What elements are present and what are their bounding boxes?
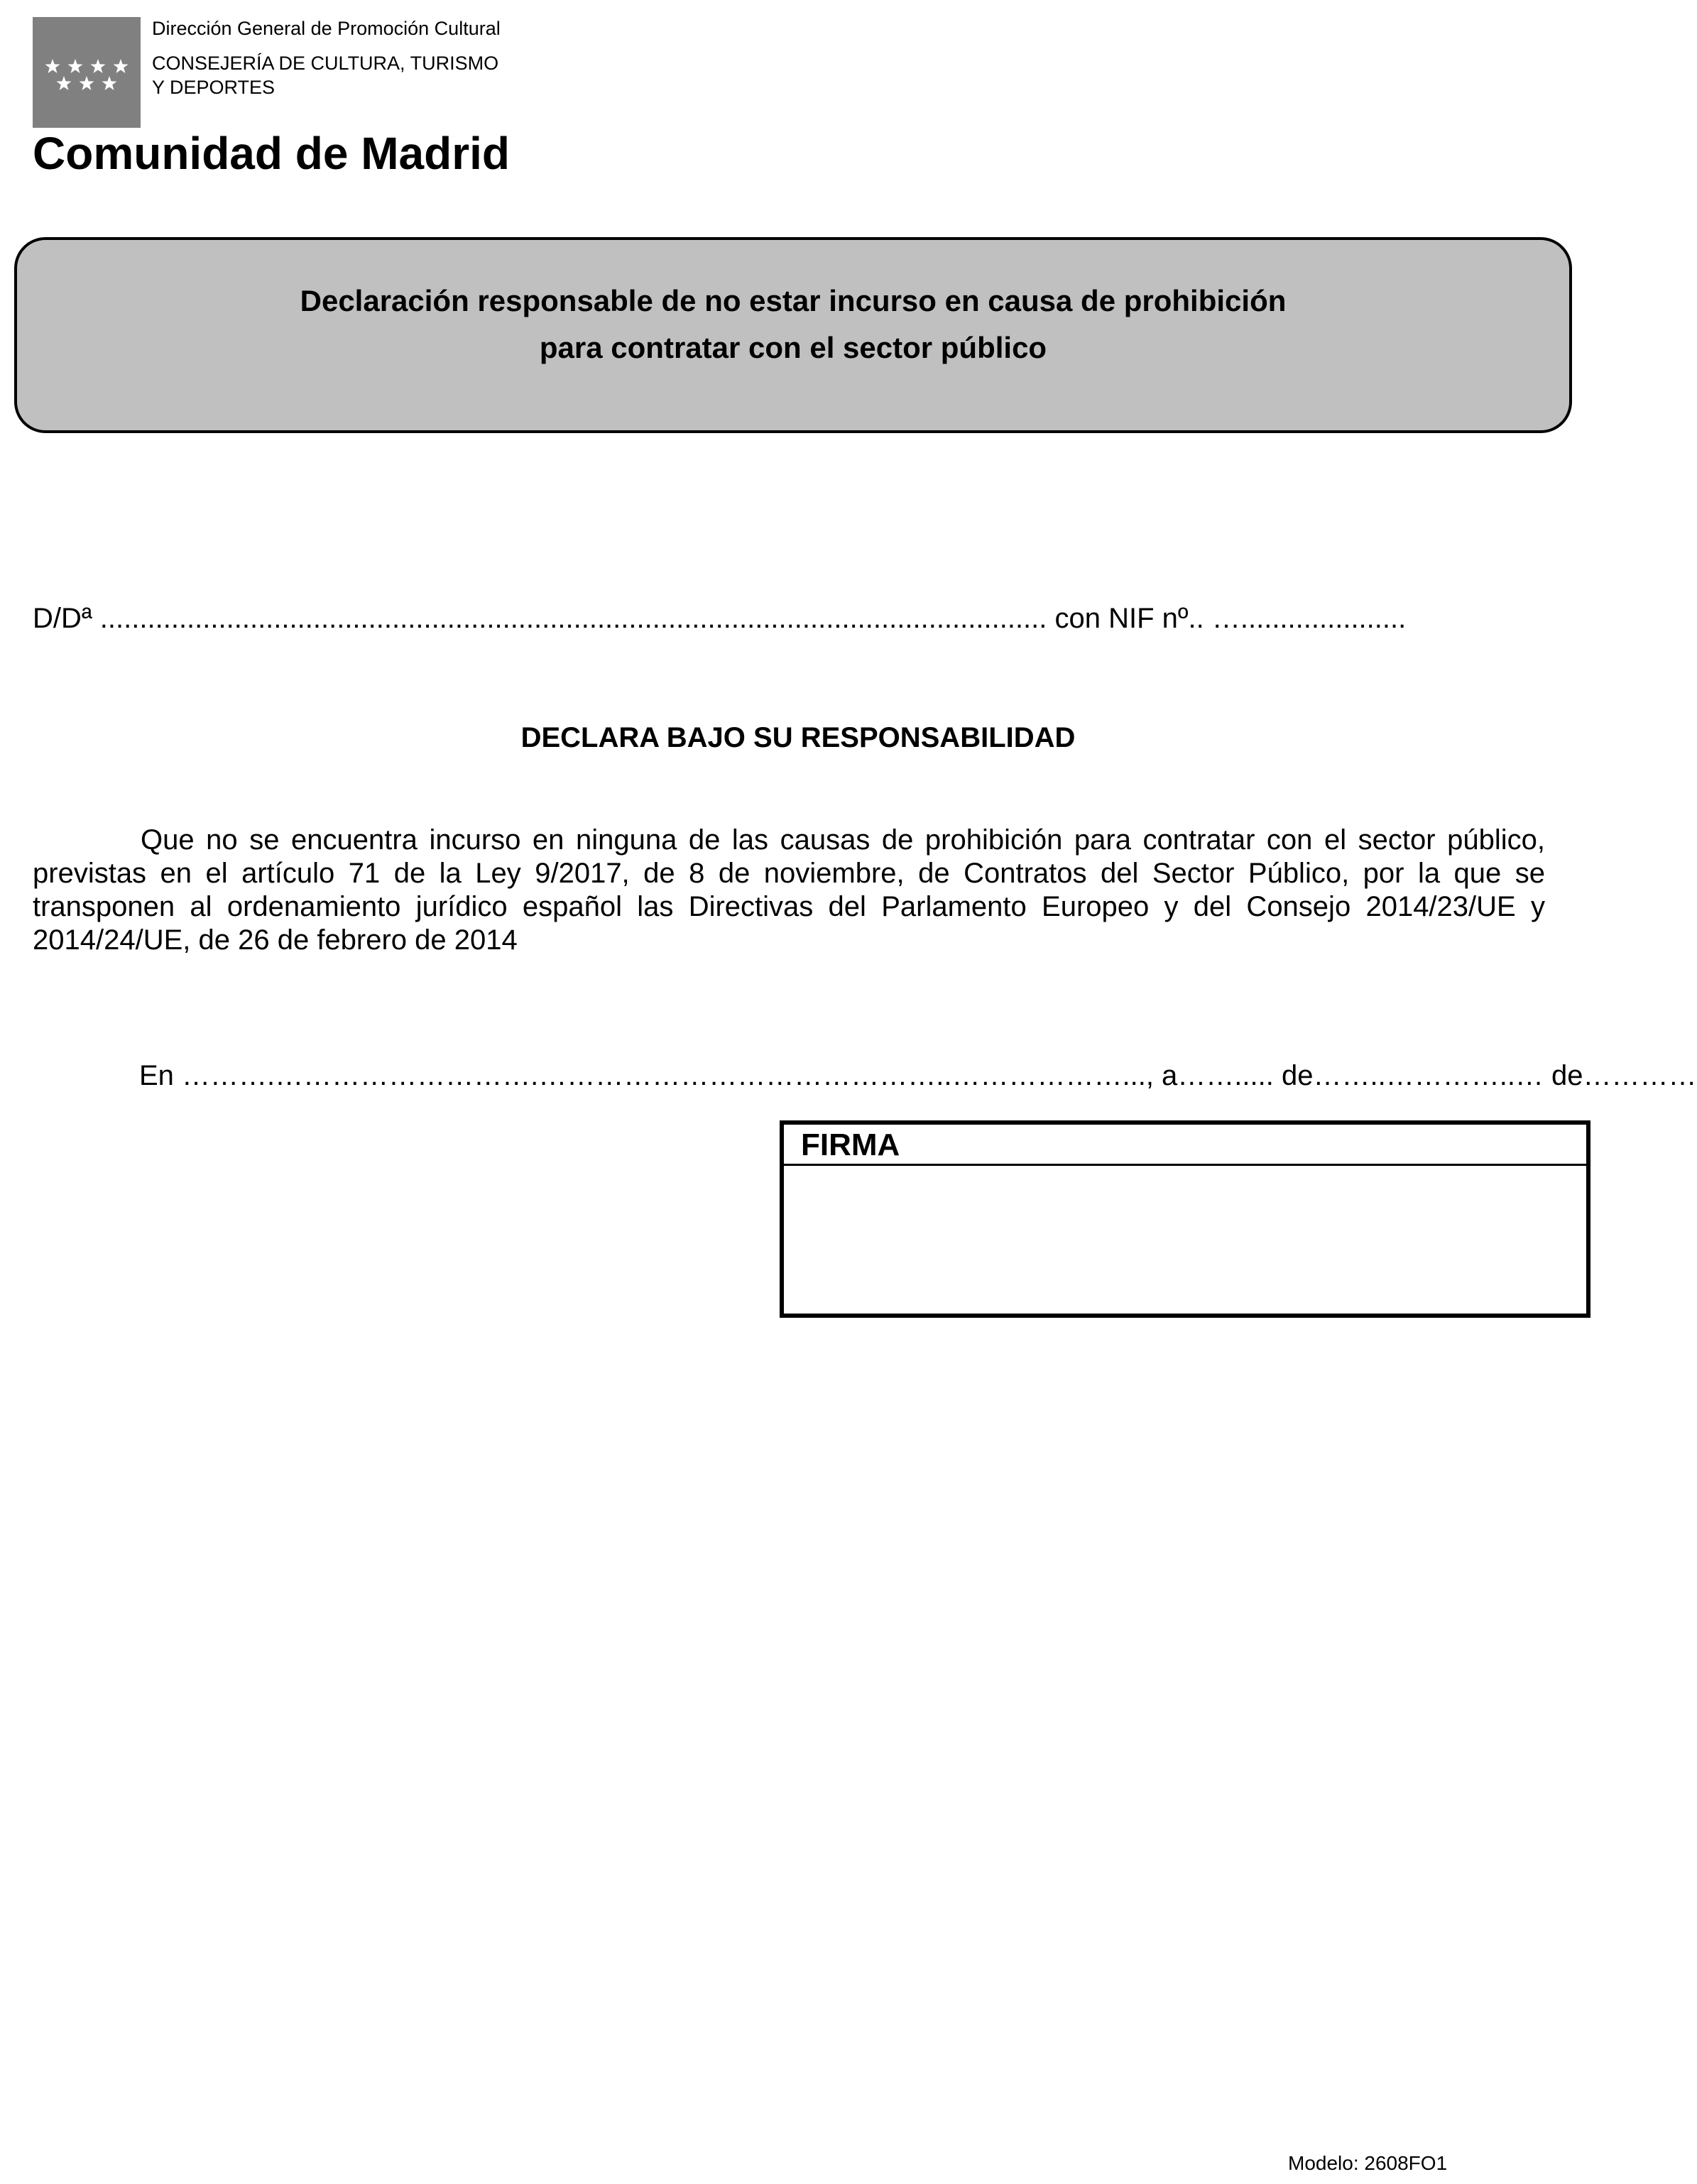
department-name-line1: CONSEJERÍA DE CULTURA, TURISMO — [152, 53, 499, 74]
document-title-line1: Declaración responsable de no estar incurso en causa de prohibición — [300, 284, 1287, 317]
document-title-line2: para contratar con el sector público — [539, 331, 1047, 364]
name-nif-field[interactable]: D/Dª ........................................................................................................................ con NIF nº.. …..................... — [33, 603, 1407, 634]
place-date-field[interactable]: En ……….……………………….……………………………………..………………..., a……..... de……..…………..… de………… — [139, 1060, 1697, 1091]
directorate-name: Dirección General de Promoción Cultural — [152, 18, 501, 39]
signature-box[interactable] — [780, 1120, 1590, 1318]
model-number: Modelo: 2608FO1 — [1288, 2152, 1448, 2174]
signature-box-header — [784, 1125, 1586, 1166]
signature-label: FIRMA — [801, 1128, 900, 1162]
madrid-stars-logo-icon — [33, 17, 141, 128]
declaration-paragraph: Que no se encuentra incurso en ninguna de las causas de prohibición para contratar con el sector público, previstas en el artículo 71 de la Ley 9/2017, de 8 de noviembre, de Contratos del Sector Público, por la que se transponen al ordenamiento jurídico español las Directivas del Parlamento Europeo y del Consejo 2014/23/UE y 2014/24/UE, de 26 de febrero de 2014 — [33, 824, 1545, 956]
brand-title: Comunidad de Madrid — [33, 128, 510, 179]
section-heading: DECLARA BAJO SU RESPONSABILIDAD — [520, 722, 1076, 753]
department-name-line2: Y DEPORTES — [152, 77, 275, 98]
